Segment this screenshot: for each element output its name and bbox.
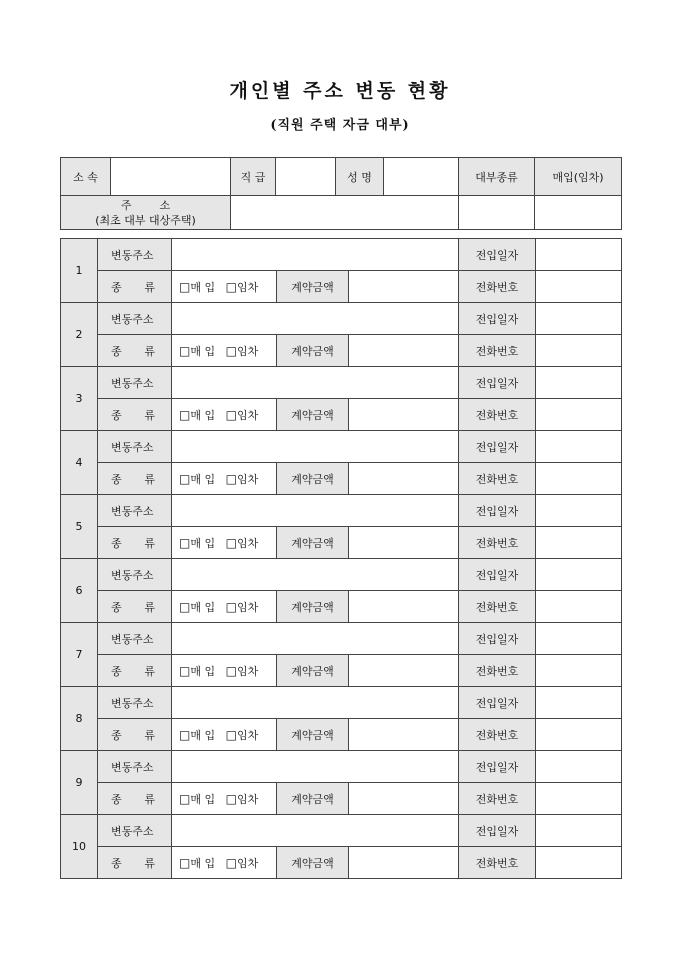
- phone-label: 전화번호: [459, 463, 536, 495]
- changed-address-field[interactable]: [172, 239, 459, 271]
- move-in-date-label: 전입일자: [459, 367, 536, 399]
- phone-field[interactable]: [536, 783, 622, 815]
- move-in-date-field[interactable]: [536, 367, 622, 399]
- rent-checkbox[interactable]: □: [225, 663, 237, 678]
- changed-address-label: 변동주소: [98, 559, 172, 591]
- kind-label-right: 류: [144, 600, 155, 614]
- rent-checkbox[interactable]: □: [225, 407, 237, 422]
- rank-label: 직 급: [231, 158, 276, 196]
- kind-options: [172, 719, 277, 751]
- purchase-option-label: 매 입: [190, 728, 216, 742]
- kind-options: [172, 399, 277, 431]
- phone-label: 전화번호: [459, 655, 536, 687]
- rent-checkbox[interactable]: □: [225, 855, 237, 870]
- entry-number: 7: [61, 623, 98, 687]
- kind-label-left: 종: [111, 856, 122, 870]
- contract-amount-field[interactable]: [349, 783, 459, 815]
- purchase-checkbox[interactable]: □: [179, 407, 191, 422]
- phone-label: 전화번호: [459, 271, 536, 303]
- contract-amount-field[interactable]: [349, 527, 459, 559]
- contract-amount-field[interactable]: [349, 335, 459, 367]
- phone-field[interactable]: [536, 655, 622, 687]
- entry-number: 5: [61, 495, 98, 559]
- name-field[interactable]: [384, 158, 459, 196]
- kind-options: [172, 655, 277, 687]
- move-in-date-label: 전입일자: [459, 431, 536, 463]
- kind-label: [98, 527, 172, 559]
- name-label: 성 명: [336, 158, 384, 196]
- changed-address-label: 변동주소: [98, 687, 172, 719]
- kind-label-right: 류: [144, 536, 155, 550]
- contract-amount-label: 계약금액: [277, 719, 349, 751]
- changed-address-field[interactable]: [172, 303, 459, 335]
- move-in-date-label: 전입일자: [459, 623, 536, 655]
- changed-address-field[interactable]: [172, 751, 459, 783]
- changed-address-label: 변동주소: [98, 751, 172, 783]
- contract-amount-label: 계약금액: [277, 847, 349, 879]
- kind-label-left: 종: [111, 344, 122, 358]
- move-in-date-label: 전입일자: [459, 303, 536, 335]
- purchase-option-label: 매 입: [190, 344, 216, 358]
- changed-address-label: 변동주소: [98, 367, 172, 399]
- kind-label-right: 류: [144, 856, 155, 870]
- purchase-rent-label: 매입(임차): [535, 158, 622, 196]
- changed-address-field[interactable]: [172, 815, 459, 847]
- changed-address-label: 변동주소: [98, 303, 172, 335]
- entry-number: 10: [61, 815, 98, 879]
- contract-amount-label: 계약금액: [277, 335, 349, 367]
- kind-label-right: 류: [144, 344, 155, 358]
- contract-amount-label: 계약금액: [277, 783, 349, 815]
- move-in-date-label: 전입일자: [459, 751, 536, 783]
- rent-checkbox[interactable]: □: [225, 279, 237, 294]
- move-in-date-field[interactable]: [536, 559, 622, 591]
- move-in-date-label: 전입일자: [459, 815, 536, 847]
- entry-number: 2: [61, 303, 98, 367]
- contract-amount-label: 계약금액: [277, 271, 349, 303]
- rent-option-label: 임차: [236, 792, 259, 806]
- contract-amount-field[interactable]: [349, 271, 459, 303]
- changed-address-label: 변동주소: [98, 815, 172, 847]
- contract-amount-field[interactable]: [349, 463, 459, 495]
- changed-address-field[interactable]: [172, 495, 459, 527]
- move-in-date-label: 전입일자: [459, 239, 536, 271]
- address-change-table: [60, 238, 622, 879]
- contract-amount-label: 계약금액: [277, 463, 349, 495]
- kind-label-left: 종: [111, 600, 122, 614]
- kind-label-right: 류: [144, 792, 155, 806]
- rent-checkbox[interactable]: □: [225, 599, 237, 614]
- phone-label: 전화번호: [459, 847, 536, 879]
- page-subtitle: (직원 주택 자금 대부): [270, 118, 410, 133]
- purchase-checkbox[interactable]: □: [179, 535, 191, 550]
- kind-label: [98, 271, 172, 303]
- kind-label: [98, 591, 172, 623]
- kind-label: [98, 655, 172, 687]
- rank-field[interactable]: [276, 158, 336, 196]
- entry-number: 6: [61, 559, 98, 623]
- kind-label: [98, 719, 172, 751]
- changed-address-field[interactable]: [172, 559, 459, 591]
- kind-label-right: 류: [144, 408, 155, 422]
- phone-field[interactable]: [536, 463, 622, 495]
- purchase-checkbox[interactable]: □: [179, 791, 191, 806]
- purchase-option-label: 매 입: [190, 856, 216, 870]
- rent-option-label: 임차: [236, 344, 259, 358]
- move-in-date-label: 전입일자: [459, 495, 536, 527]
- contract-amount-label: 계약금액: [277, 591, 349, 623]
- kind-label-left: 종: [111, 664, 122, 678]
- page-title: 개인별 주소 변동 현황: [229, 80, 451, 102]
- purchase-checkbox[interactable]: □: [179, 343, 191, 358]
- rent-checkbox[interactable]: □: [225, 343, 237, 358]
- move-in-date-field[interactable]: [536, 687, 622, 719]
- purchase-checkbox[interactable]: □: [179, 599, 191, 614]
- affiliation-label: 소 속: [61, 158, 111, 196]
- kind-label-right: 류: [144, 664, 155, 678]
- contract-amount-label: 계약금액: [277, 399, 349, 431]
- move-in-date-field[interactable]: [536, 239, 622, 271]
- phone-field[interactable]: [536, 591, 622, 623]
- rent-option-label: 임차: [236, 856, 259, 870]
- kind-options: [172, 783, 277, 815]
- kind-options: [172, 335, 277, 367]
- kind-label-left: 종: [111, 472, 122, 486]
- address-label: [61, 196, 231, 230]
- kind-label-left: 종: [111, 728, 122, 742]
- changed-address-field[interactable]: [172, 431, 459, 463]
- phone-field[interactable]: [536, 719, 622, 751]
- purchase-option-label: 매 입: [190, 472, 216, 486]
- phone-label: 전화번호: [459, 335, 536, 367]
- purchase-option-label: 매 입: [190, 536, 216, 550]
- purchase-rent-field[interactable]: [535, 196, 622, 230]
- purchase-checkbox[interactable]: □: [179, 727, 191, 742]
- move-in-date-field[interactable]: [536, 815, 622, 847]
- contract-amount-field[interactable]: [349, 591, 459, 623]
- phone-label: 전화번호: [459, 527, 536, 559]
- kind-label-right: 류: [144, 280, 155, 294]
- loan-type-label: 대부종류: [459, 158, 535, 196]
- phone-field[interactable]: [536, 847, 622, 879]
- rent-option-label: 임차: [236, 728, 259, 742]
- purchase-option-label: 매 입: [190, 600, 216, 614]
- changed-address-label: 변동주소: [98, 495, 172, 527]
- rent-checkbox[interactable]: □: [225, 535, 237, 550]
- address-field[interactable]: [231, 196, 459, 230]
- changed-address-field[interactable]: [172, 687, 459, 719]
- kind-label-left: 종: [111, 536, 122, 550]
- changed-address-label: 변동주소: [98, 431, 172, 463]
- phone-field[interactable]: [536, 527, 622, 559]
- entry-number: 8: [61, 687, 98, 751]
- rent-option-label: 임차: [236, 664, 259, 678]
- move-in-date-field[interactable]: [536, 751, 622, 783]
- move-in-date-field[interactable]: [536, 495, 622, 527]
- kind-options: [172, 271, 277, 303]
- phone-label: 전화번호: [459, 783, 536, 815]
- contract-amount-label: 계약금액: [277, 655, 349, 687]
- contract-amount-field[interactable]: [349, 847, 459, 879]
- move-in-date-label: 전입일자: [459, 559, 536, 591]
- purchase-checkbox[interactable]: □: [179, 279, 191, 294]
- move-in-date-label: 전입일자: [459, 687, 536, 719]
- contract-amount-field[interactable]: [349, 719, 459, 751]
- rent-option-label: 임차: [236, 280, 259, 294]
- kind-options: [172, 847, 277, 879]
- kind-label: [98, 335, 172, 367]
- address-label-line2: (최초 대부 대상주택): [95, 213, 196, 227]
- kind-label-left: 종: [111, 280, 122, 294]
- purchase-checkbox[interactable]: □: [179, 663, 191, 678]
- rent-checkbox[interactable]: □: [225, 791, 237, 806]
- purchase-option-label: 매 입: [190, 664, 216, 678]
- purchase-option-label: 매 입: [190, 280, 216, 294]
- move-in-date-field[interactable]: [536, 303, 622, 335]
- changed-address-label: 변동주소: [98, 623, 172, 655]
- phone-label: 전화번호: [459, 591, 536, 623]
- purchase-checkbox[interactable]: □: [179, 855, 191, 870]
- kind-options: [172, 463, 277, 495]
- entry-number: 4: [61, 431, 98, 495]
- rent-option-label: 임차: [236, 600, 259, 614]
- phone-field[interactable]: [536, 335, 622, 367]
- contract-amount-label: 계약금액: [277, 527, 349, 559]
- move-in-date-field[interactable]: [536, 431, 622, 463]
- header-table: [60, 157, 622, 230]
- rent-checkbox[interactable]: □: [225, 471, 237, 486]
- kind-label-right: 류: [144, 728, 155, 742]
- contract-amount-field[interactable]: [349, 399, 459, 431]
- entry-number: 9: [61, 751, 98, 815]
- changed-address-field[interactable]: [172, 623, 459, 655]
- affiliation-field[interactable]: [111, 158, 231, 196]
- kind-label-left: 종: [111, 408, 122, 422]
- kind-label: [98, 847, 172, 879]
- entry-number: 3: [61, 367, 98, 431]
- kind-label: [98, 399, 172, 431]
- entry-number: 1: [61, 239, 98, 303]
- kind-label-right: 류: [144, 472, 155, 486]
- kind-label: [98, 783, 172, 815]
- kind-label: [98, 463, 172, 495]
- purchase-checkbox[interactable]: □: [179, 471, 191, 486]
- purchase-option-label: 매 입: [190, 408, 216, 422]
- changed-address-label: 변동주소: [98, 239, 172, 271]
- contract-amount-field[interactable]: [349, 655, 459, 687]
- address-label-line1: 주 소: [120, 198, 171, 212]
- rent-checkbox[interactable]: □: [225, 727, 237, 742]
- rent-option-label: 임차: [236, 536, 259, 550]
- kind-options: [172, 527, 277, 559]
- kind-label-left: 종: [111, 792, 122, 806]
- phone-label: 전화번호: [459, 719, 536, 751]
- loan-type-field[interactable]: [459, 196, 535, 230]
- purchase-option-label: 매 입: [190, 792, 216, 806]
- phone-field[interactable]: [536, 271, 622, 303]
- phone-label: 전화번호: [459, 399, 536, 431]
- phone-field[interactable]: [536, 399, 622, 431]
- move-in-date-field[interactable]: [536, 623, 622, 655]
- changed-address-field[interactable]: [172, 367, 459, 399]
- kind-options: [172, 591, 277, 623]
- rent-option-label: 임차: [236, 472, 259, 486]
- rent-option-label: 임차: [236, 408, 259, 422]
